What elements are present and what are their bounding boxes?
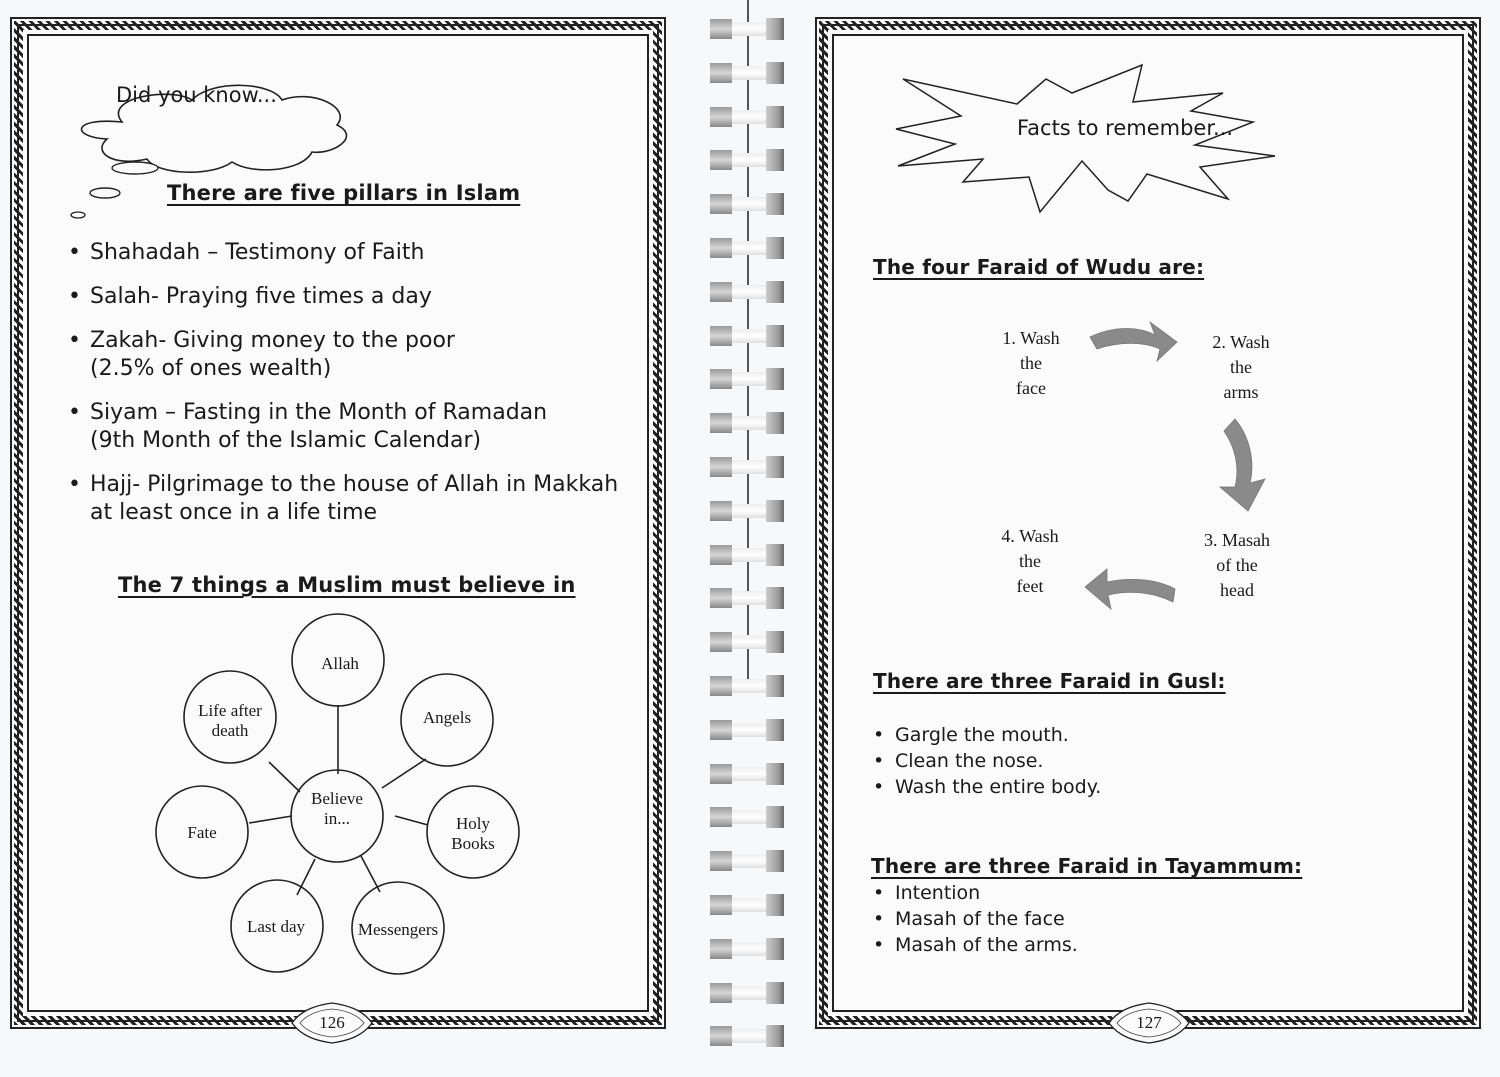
belief-node-allah: Allah: [321, 654, 359, 673]
tayammum-item: • Masah of the face: [871, 906, 1371, 932]
spiral-coil: [710, 412, 786, 434]
spiral-coil: [710, 106, 786, 128]
pillar-item: • Zakah- Giving money to the poor (2.5% of ones wealth): [66, 327, 646, 383]
pillar-item: • Salah- Praying five times a day: [66, 283, 646, 311]
beliefs-heading: The 7 things a Muslim must believe in: [118, 573, 576, 597]
arrow-right-icon: [1090, 322, 1177, 361]
gusl-item: • Clean the nose.: [871, 748, 1371, 774]
spiral-coil: [710, 631, 786, 653]
spiral-coil: [710, 587, 786, 609]
spiral-coil: [710, 62, 786, 84]
starburst-label: Facts to remember...: [1017, 116, 1234, 140]
spiral-coil: [710, 806, 786, 828]
spiral-coil: [710, 544, 786, 566]
spiral-coil: [710, 763, 786, 785]
wudu-heading: The four Faraid of Wudu are:: [873, 255, 1205, 279]
tayammum-item: • Intention: [871, 880, 1371, 906]
spiral-coil: [710, 149, 786, 171]
tayammum-heading: There are three Faraid in Tayammum:: [871, 854, 1303, 878]
page-number: 127: [1136, 1013, 1162, 1032]
right-page: [815, 17, 1481, 1032]
wudu-step-3: 3. Masah of the head: [1204, 530, 1270, 600]
left-page: [10, 17, 666, 1032]
spiral-coil: [710, 193, 786, 215]
thought-bubble-label: Did you know...: [116, 83, 277, 107]
belief-node-messengers: Messengers: [357, 920, 439, 939]
gusl-heading: There are three Faraid in Gusl:: [873, 669, 1226, 693]
spiral-coil: [710, 281, 786, 303]
belief-node-last-day: Last day: [246, 917, 306, 936]
pillars-heading: There are five pillars in Islam: [167, 181, 521, 205]
spiral-coil: [710, 237, 786, 259]
pillar-item: • Hajj- Pilgrimage to the house of Allah in Makkah at least once in a life time: [66, 471, 646, 527]
spiral-coil: [710, 894, 786, 916]
spiral-coil: [710, 325, 786, 347]
beliefs-diagram: [10, 17, 666, 1029]
spiral-coil: [710, 719, 786, 741]
spiral-coil: [710, 500, 786, 522]
wudu-step-4: 4. Wash the feet: [1001, 526, 1059, 596]
gusl-item: • Wash the entire body.: [871, 774, 1371, 800]
pillar-item: • Shahadah – Testimony of Faith: [66, 239, 646, 267]
gusl-list: [871, 722, 1371, 800]
tayammum-list: [871, 880, 1371, 958]
wudu-cycle-arrows: [815, 17, 1481, 657]
spiral-coil: [710, 18, 786, 40]
tayammum-item: • Masah of the arms.: [871, 932, 1371, 958]
spiral-coil: [710, 675, 786, 697]
spiral-coil: [710, 1025, 786, 1047]
pillar-item: • Siyam – Fasting in the Month of Ramadan (9th Month of the Islamic Calendar): [66, 399, 646, 455]
belief-center: Believe in...: [311, 789, 363, 828]
page-number: 126: [319, 1013, 345, 1032]
gusl-item: • Gargle the mouth.: [871, 722, 1371, 748]
spiral-coil: [710, 456, 786, 478]
arrow-down-icon: [1220, 419, 1265, 511]
arrow-left-icon: [1085, 569, 1175, 609]
belief-node-fate: Fate: [187, 823, 217, 842]
spiral-coil: [710, 368, 786, 390]
spiral-coil: [710, 982, 786, 1004]
belief-node-angels: Angels: [422, 708, 472, 727]
spiral-coil: [710, 938, 786, 960]
wudu-step-2: 2. Wash the arms: [1212, 332, 1270, 402]
spiral-coil: [710, 850, 786, 872]
belief-node-holy-books: Holy Books: [451, 814, 495, 853]
belief-node-life-after-death: Life after death: [198, 701, 262, 740]
wudu-step-1: 1. Wash the face: [1002, 328, 1060, 398]
